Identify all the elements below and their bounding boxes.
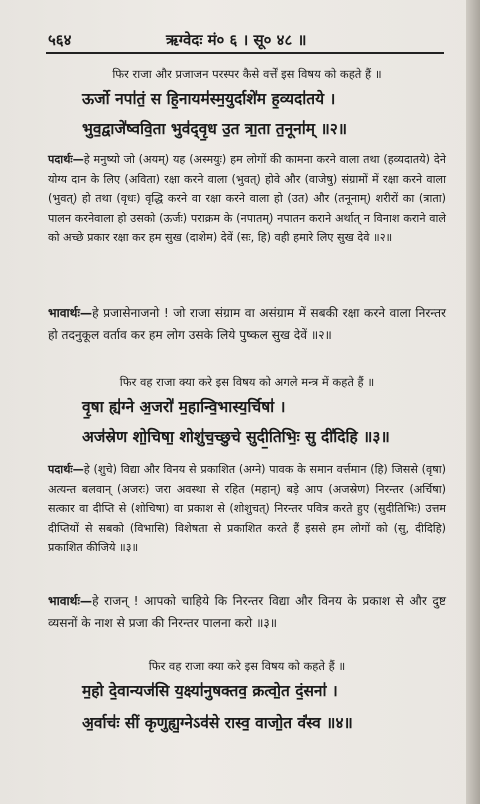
- mantra-line: वृ॒षा ह्य॑ग्ने अ॒जरो॑ म॒हान्वि॒भास्य॒र्चिषा॑ ।: [82, 398, 286, 416]
- section-intro: फिर वह राजा क्या करे इस विषय को अगले मन्त्र में कहते हैं ॥: [119, 375, 375, 389]
- bhavarth-label: भावार्थः—: [48, 594, 93, 608]
- header-rule: [46, 52, 444, 54]
- padarth-paragraph: [48, 150, 446, 248]
- mantra-line: म॒हो दे॒वान्यज॑सि य॒क्ष्या॑नुषक्तव॒ क्रत्वो॒त दं॒सना॑ ।: [82, 682, 338, 700]
- mantra-line: भुव॒द्वाजे॑ष्ववि॒ता भुव॑द्वृ॒ध उ॒त त्रा॒ता त॒नूना॑म् ॥२॥: [82, 120, 348, 138]
- mantra-line: अ॒र्वाचः॑ सीं कृणुह्य॒ग्नेऽव॑से रास्व॒ वाजो॒त वं॑स्व ॥४॥: [82, 714, 353, 732]
- bhavarth-paragraph: [48, 302, 446, 346]
- bhavarth-text: हे प्रजासेनाजनो ! जो राजा संग्राम वा असंग्राम में सबकी रक्षा करने वाला निरन्तर हो तदनुकूल वर्ताव कर हम लोग उसके लिये पुष्कल सुख देवें ॥२॥: [48, 306, 446, 342]
- padarth-text: हे मनुष्यो जो (अयम्) यह (अस्मयुः) हम लोगों की कामना करने वाला तथा (हव्यदातये) देने योग्य दान के लिए (अविता) रक्षा करने वाला (भुवत्) होवे और (वाजेषु) संग्रामों में रक्षा करने वाला (भुवत्) हो तथा (वृधः) वृद्धि करने वा रक्षा करने वाला हो (उत) और (तनूनाम्) शरीरों का (त्राता) पालन करनेवाला हो उसको (ऊर्जः) पराक्रम के (नपातम्) नपातन कराने अर्थात् न विनाश कराने वाले को अच्छे प्रकार रक्षा कर हम सुख (दाशेम) देवें (सः, हि) वही हमारे लिए सुख देवे ॥२॥: [48, 153, 446, 245]
- bhavarth-text: हे राजन् ! आपको चाहिये कि निरन्तर विद्या और विनय के प्रकाश से और दुष्ट व्यसनों के नाश से प्रजा की निरन्तर पालना करो ॥३॥: [48, 594, 446, 630]
- padarth-label: पदार्थः—: [48, 463, 84, 476]
- mantra-line: ऊर्जो नपा॑तं॒ स हि॒नायम॑स्म॒युर्दाशे॑म ह॒व्यदा॑तये ।: [82, 90, 336, 108]
- section-intro: फिर राजा और प्रजाजन परस्पर कैसे वर्त्तें इस विषय को कहते हैं ॥: [112, 67, 382, 81]
- padarth-text: हे (शुचे) विद्या और विनय से प्रकाशित (अग्ने) पावक के समान वर्त्तमान (हि) जिससे (वृषा) अत्यन्त बलवान् (अजरः) जरा अवस्था से रहित (महान्) बड़े आप (अजस्रेण) निरन्तर (अर्चिषा) सत्कार वा दीप्ति से (शोचिषा) वा प्रकाश से (शोशुचत्) निरन्तर पवित्र करते हुए (सुदीतिभिः) उत्तम दीप्तियों से सबको (विभासि) विशेषता से प्रकाशित करते हैं इससे हम लोगों को (सु, दीदिहि) प्रकाशित कीजिये ॥३॥: [48, 463, 446, 555]
- bhavarth-paragraph: [48, 590, 446, 634]
- padarth-label: पदार्थः—: [48, 153, 84, 166]
- chapter-reference: ऋग्वेदः मं० ६ । सू० ४८ ॥: [166, 31, 307, 49]
- bhavarth-label: भावार्थः—: [48, 306, 93, 320]
- padarth-paragraph: [48, 460, 446, 558]
- mantra-line: अज॑स्रेण शो॒चिषा॒ शोशु॑च॒च्छुचे सुदी॒तिभिः॒ सु दी॑दिहि ॥३॥: [82, 428, 390, 446]
- page-edge: [466, 0, 480, 804]
- section-intro: फिर वह राजा क्या करे इस विषय को कहते हैं ॥: [148, 659, 346, 673]
- page-number: ५६४: [48, 31, 72, 49]
